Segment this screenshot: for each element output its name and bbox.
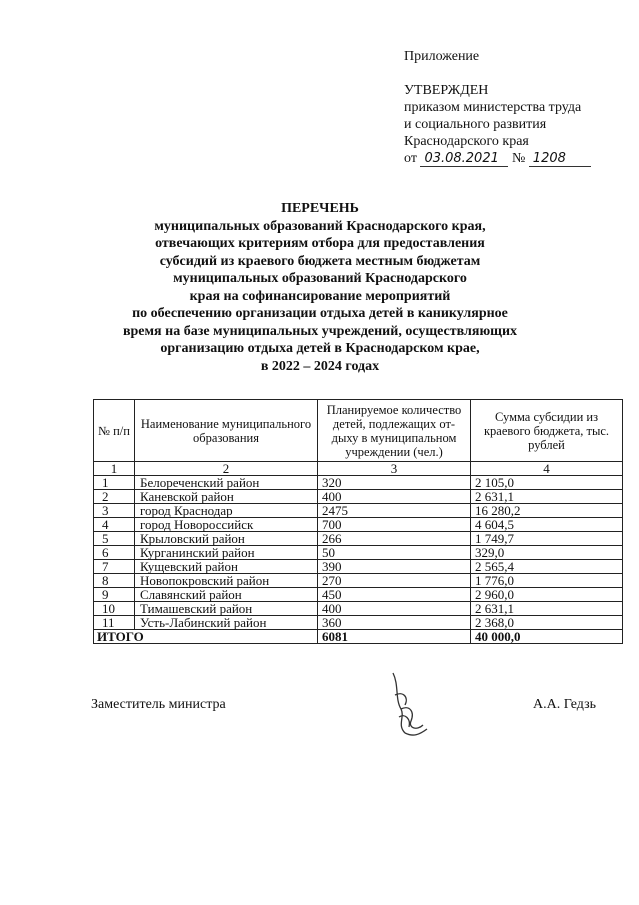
order-number: 1208 — [529, 152, 591, 167]
table-row — [94, 504, 623, 518]
col-header-children: Планируемое количество детей, подлежащих от-дыху в муниципальном учреждении (чел.) — [318, 400, 471, 462]
row-children: 50 — [318, 546, 471, 560]
row-municipality: Усть-Лабинский район — [135, 616, 318, 630]
row-children: 2475 — [318, 504, 471, 518]
title-line: в 2022 – 2024 годах — [260, 358, 380, 374]
row-subsidy: 16 280,2 — [471, 504, 623, 518]
row-municipality: Крыловский район — [135, 532, 318, 546]
col-header-name: Наименование муниципального образования — [135, 400, 318, 462]
table-row — [94, 602, 623, 616]
title-line: субсидий из краевого бюджета местным бюджетам — [159, 253, 481, 269]
order-date: 03.08.2021 — [420, 152, 508, 167]
row-children: 390 — [318, 560, 471, 574]
row-number: 11 — [94, 616, 135, 630]
row-municipality: город Краснодар — [135, 504, 318, 518]
approval-block — [404, 82, 581, 150]
municipalities-table — [93, 399, 623, 644]
row-children: 400 — [318, 602, 471, 616]
table-body — [94, 462, 623, 644]
row-subsidy: 1 749,7 — [471, 532, 623, 546]
table-row — [94, 532, 623, 546]
col-header-subsidy: Сумма субсидии из краевого бюджета, тыс. рублей — [471, 400, 623, 462]
appendix-label: Приложение — [404, 49, 480, 64]
row-number: 4 — [94, 518, 135, 532]
approval-line: УТВЕРЖДЕН — [404, 83, 489, 98]
table-row — [94, 616, 623, 630]
signature-image — [375, 665, 445, 745]
row-children: 400 — [318, 490, 471, 504]
total-label: ИТОГО — [94, 630, 318, 644]
table-row — [94, 518, 623, 532]
order-number-label: № — [511, 151, 526, 166]
column-index-row — [94, 462, 623, 476]
row-children: 700 — [318, 518, 471, 532]
total-children: 6081 — [318, 630, 471, 644]
signer-name: А.А. Гедзь — [533, 697, 596, 712]
title-line: время на базе муниципальных учреждений, осуществляющих — [122, 323, 518, 339]
row-subsidy: 1 776,0 — [471, 574, 623, 588]
table-row — [94, 476, 623, 490]
row-subsidy: 4 604,5 — [471, 518, 623, 532]
total-subsidy: 40 000,0 — [471, 630, 623, 644]
row-municipality: Кущевский район — [135, 560, 318, 574]
table-row — [94, 560, 623, 574]
row-subsidy: 329,0 — [471, 546, 623, 560]
column-index: 3 — [318, 462, 471, 476]
row-municipality: Славянский район — [135, 588, 318, 602]
row-subsidy: 2 631,1 — [471, 602, 623, 616]
row-subsidy: 2 565,4 — [471, 560, 623, 574]
table-header-row — [94, 400, 623, 462]
row-municipality: город Новороссийск — [135, 518, 318, 532]
column-index: 4 — [471, 462, 623, 476]
title-line: отвечающих критериям отбора для предоставления — [155, 236, 485, 251]
row-children: 320 — [318, 476, 471, 490]
title-line: по обеспечению организации отдыха детей в каникулярное — [132, 306, 508, 321]
row-number: 10 — [94, 602, 135, 616]
row-number: 9 — [94, 588, 135, 602]
title-line: муниципальных образований Краснодарского — [173, 271, 467, 286]
row-municipality: Каневской район — [135, 490, 318, 504]
table-row — [94, 574, 623, 588]
column-index: 1 — [94, 462, 135, 476]
table-row — [94, 490, 623, 504]
signer-position: Заместитель министра — [91, 697, 226, 712]
row-subsidy: 2 105,0 — [471, 476, 623, 490]
title-line: муниципальных образований Краснодарского края, — [154, 218, 486, 234]
order-prefix: от — [404, 151, 417, 166]
title-line: края на софинансирование мероприятий — [189, 288, 451, 304]
row-children: 270 — [318, 574, 471, 588]
row-municipality: Тимашевский район — [135, 602, 318, 616]
row-municipality: Курганинский район — [135, 546, 318, 560]
column-index: 2 — [135, 462, 318, 476]
row-children: 266 — [318, 532, 471, 546]
row-number: 8 — [94, 574, 135, 588]
approval-line: Краснодарского края — [404, 134, 529, 149]
document-title — [60, 200, 580, 375]
order-line — [404, 151, 591, 167]
approval-line: и социального развития — [404, 117, 547, 132]
total-row — [94, 630, 623, 644]
row-children: 360 — [318, 616, 471, 630]
table-row — [94, 588, 623, 602]
approval-line: приказом министерства труда — [404, 100, 582, 115]
row-number: 7 — [94, 560, 135, 574]
row-municipality: Белореченский район — [135, 476, 318, 490]
row-subsidy: 2 631,1 — [471, 490, 623, 504]
row-municipality: Новопокровский район — [135, 574, 318, 588]
title-line: организацию отдыха детей в Краснодарском крае, — [160, 341, 480, 356]
row-number: 1 — [94, 476, 135, 490]
row-number: 3 — [94, 504, 135, 518]
row-children: 450 — [318, 588, 471, 602]
row-number: 6 — [94, 546, 135, 560]
table-row — [94, 546, 623, 560]
title-line: ПЕРЕЧЕНЬ — [281, 201, 359, 216]
row-subsidy: 2 368,0 — [471, 616, 623, 630]
row-subsidy: 2 960,0 — [471, 588, 623, 602]
col-header-number: № п/п — [94, 400, 135, 462]
row-number: 5 — [94, 532, 135, 546]
row-number: 2 — [94, 490, 135, 504]
